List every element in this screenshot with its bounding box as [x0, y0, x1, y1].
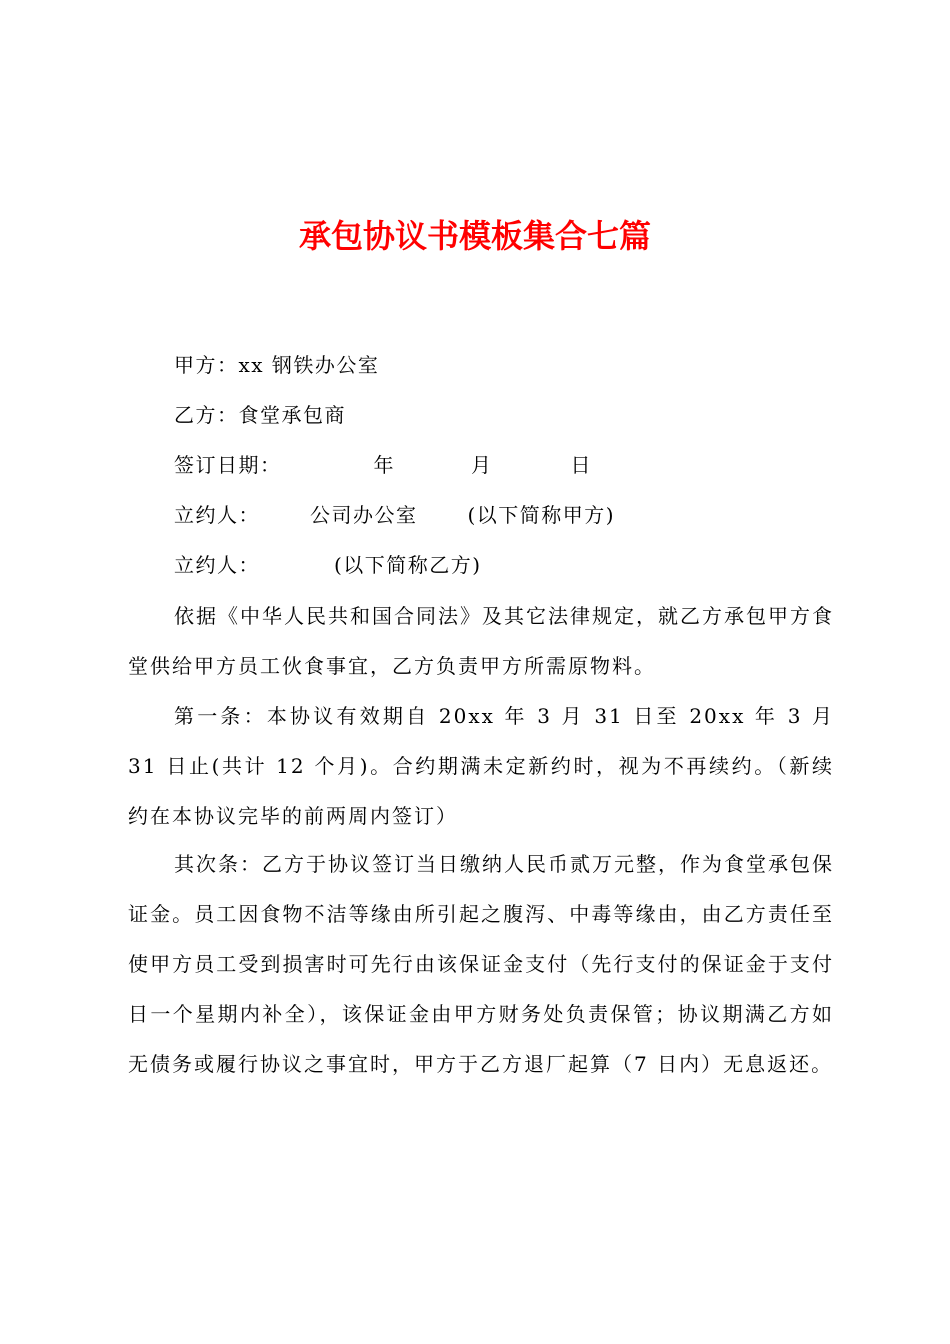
party-b-line: 乙方：食堂承包商	[174, 403, 346, 427]
signatory-a-note: (以下简称甲方)	[467, 503, 616, 527]
signatory-b-note: (以下简称乙方)	[334, 553, 482, 577]
party-a-line: 甲方：xx 钢铁办公室	[174, 353, 380, 377]
signatory-b-label: 立约人：	[174, 553, 260, 577]
signatory-a-name: 公司办公室	[310, 503, 418, 527]
signatory-b-line	[174, 551, 482, 579]
document-title: 承包协议书模板集合七篇	[298, 217, 651, 255]
sign-date-line	[174, 451, 592, 479]
signatory-a-line	[174, 501, 615, 529]
sign-date-month: 月	[471, 453, 493, 477]
paragraph-article-1: 第一条：本协议有效期自 20xx 年 3 月 31 日至 20xx 年 3 月 31 日止(共计 12 个月)。合约期满未定新约时，视为不再续约。（新续约在本协议完毕的前两周内签订）	[128, 704, 834, 828]
sign-date-label: 签订日期：	[174, 453, 282, 477]
signatory-a-label: 立约人：	[174, 503, 260, 527]
sign-date-day: 日	[570, 453, 592, 477]
sign-date-year: 年	[373, 453, 395, 477]
paragraph-article-2: 其次条：乙方于协议签订当日缴纳人民币贰万元整，作为食堂承包保证金。员工因食物不洁等缘由所引起之腹泻、中毒等缘由，由乙方责任至使甲方员工受到损害时可先行由该保证金支付（先行支付的保证金于支付日一个星期内补全），该保证金由甲方财务处负责保管；协议期满乙方如无债务或履行协议之事宜时，甲方于乙方退厂起算（7 日内）无息返还。	[128, 852, 834, 1076]
paragraph-intro: 依据《中华人民共和国合同法》及其它法律规定，就乙方承包甲方食堂供给甲方员工伙食事宜，乙方负责甲方所需原物料。	[128, 604, 834, 678]
